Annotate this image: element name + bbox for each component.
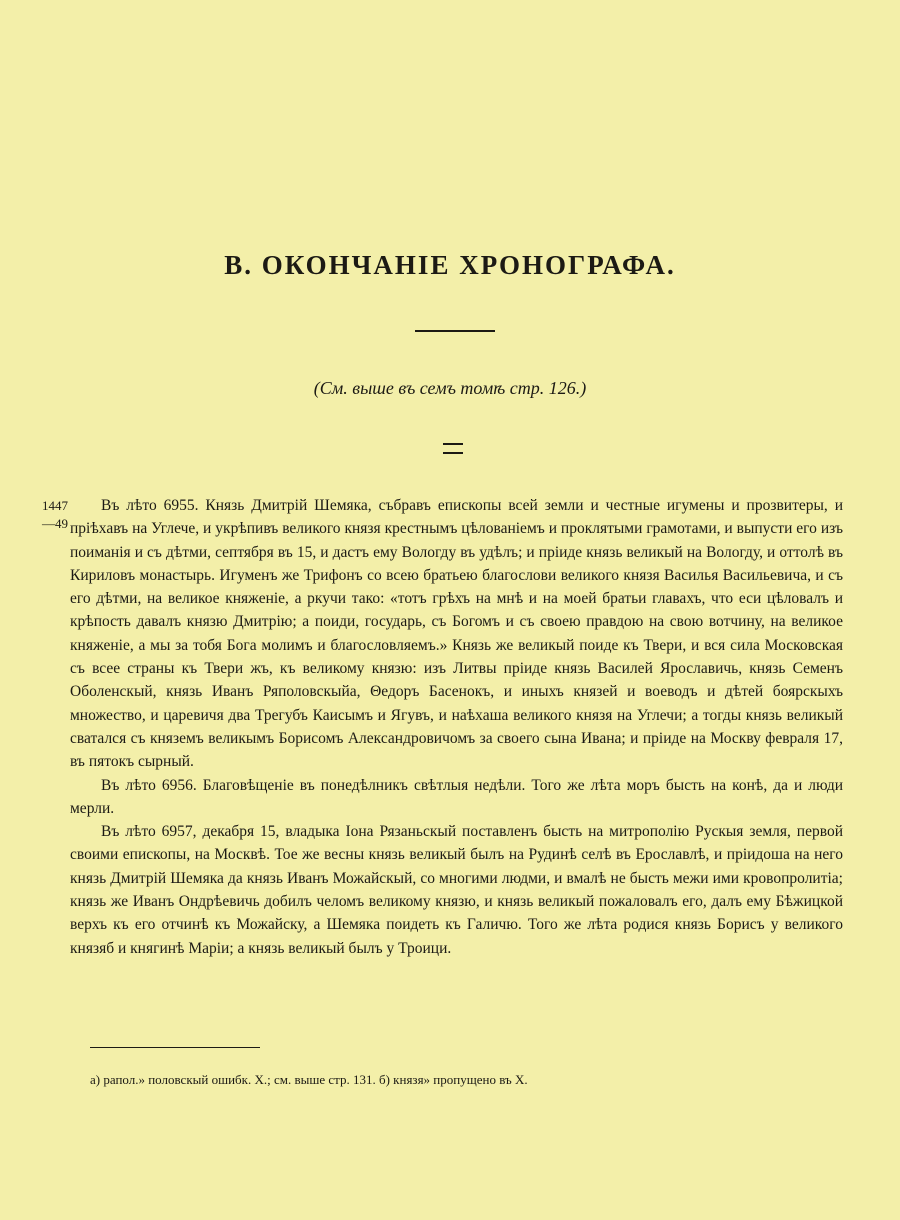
margin-year-end: —49 [42, 516, 68, 531]
margin-year: 1447 [42, 498, 68, 513]
paragraph-6957: Въ лѣто 6957, декабря 15, владыка Іона Рязаньскый поставленъ бысть на митрополію Рускыя земля, первой своими епископы, на Москвѣ. Тое же весны князь великый былъ на Рудинѣ селѣ въ Ерославлѣ, и пріидоша на него князь Дмитрій Шемяка да князь Иванъ Можайскый, со многими людми, и вмалѣ не бысть межи ими кровопролитіа; князь же Иванъ Ондрѣевичь добилъ челомъ великому князю, и князь великый пожаловалъ его, далъ ему Бѣжицкой верхъ къ его отчинѣ къ Можайску, а Шемяка поидеть къ Галичю. Того же лѣта родися князь Борисъ у великого князяб и княгинѣ Маріи; а князь великый былъ у Троици. [70, 823, 843, 957]
section-title: В. ОКОНЧАНІЕ ХРОНОГРАФА. [224, 250, 676, 280]
footnote-divider [90, 1047, 260, 1048]
footnotes: а) рапол.» половскый ошибк. Х.; см. выше стр. 131. б) князя» пропущено въ Х. [90, 1072, 528, 1087]
paragraph-6955: Въ лѣто 6955. Князь Дмитрій Шемяка, събравъ епископы всей земли и честные игумены и прозвитеры, и пріѣхавъ на Углече, и укрѣпивъ великого князя крестнымъ цѣлованіемъ и проклятыми грамотами, и выпусти его изъ поиманія и съ дѣтми, септября въ 15, и дастъ ему Вологду въ удѣлъ; и пріиде князь великый на Вологду, и оттолѣ въ Кириловъ монастырь. Игуменъ же Трифонъ со всею братьею благослови великого князя Василья Васильевича, и съ его дѣтми, на великое княженіе, а ркучи тако: «тотъ грѣхъ на мнѣ и на моей братьи главахъ, что еси цѣловалъ и крѣпость давалъ князю Дмитрію; а поиди, государь, съ Богомъ и съ своею правдою на свою вотчину, на великое княженіе, а мы за тобя Бога молимъ и благословляемъ.» Князь же великый поиде къ Твери, и вся сила Московская съ всее страны къ Твери жъ, къ великому князю: изъ Литвы пріиде князь Василей Ярославичь, князь Семенъ Оболенскый, князь Иванъ Ряполовскыйа, Θедоръ Басенокъ, и иныхъ князей и воеводъ и дѣтей боярскыхъ множество, и царевичя два Трегубъ Каисымъ и Ягувъ, и наѣхаша великого князя на Углечи; а тогды князь великый сватался съ княземъ великымъ Борисомъ Александровичомъ за своего сына Ивана; и пріиде на Москву февраля 17, въ пятокъ сырный. [70, 497, 843, 771]
double-rule-ornament [443, 443, 463, 454]
cross-reference: (См. выше въ семъ томѣ стр. 126.) [313, 378, 587, 398]
chronicle-body [70, 494, 843, 960]
title-divider [415, 330, 495, 332]
paragraph-6956: Въ лѣто 6956. Благовѣщеніе въ понедѣлникъ свѣтлыя недѣли. Того же лѣта моръ бысть на конѣ, да и люди мерли. [70, 776, 843, 817]
